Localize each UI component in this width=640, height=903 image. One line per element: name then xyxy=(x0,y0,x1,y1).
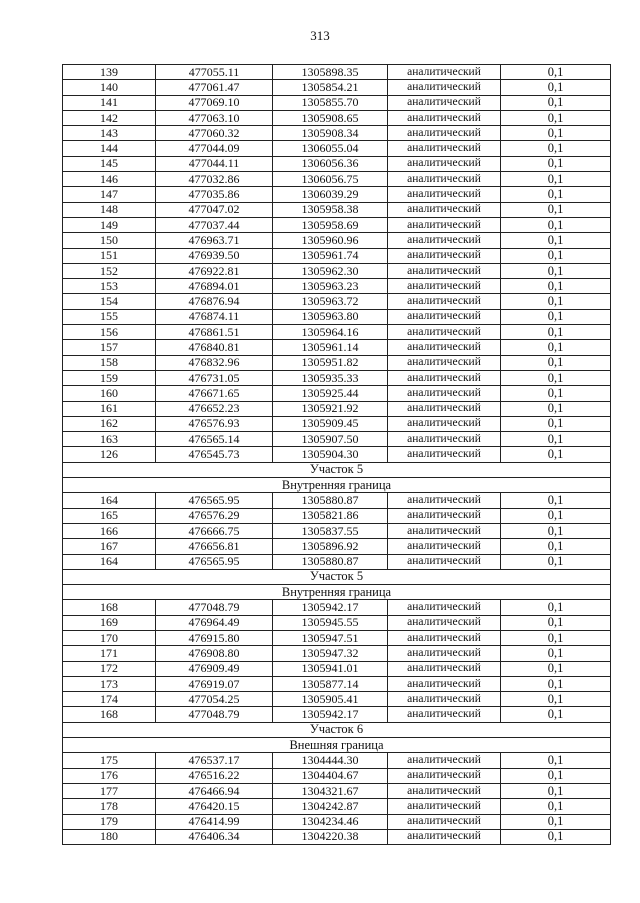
coordinate-y: 1305908.34 xyxy=(273,126,388,141)
point-number: 142 xyxy=(63,110,156,125)
method: аналитический xyxy=(388,814,501,829)
coordinate-y: 1305880.87 xyxy=(273,554,388,569)
boundary-title: Внешняя граница xyxy=(63,738,611,753)
precision: 0,1 xyxy=(501,110,611,125)
precision: 0,1 xyxy=(501,707,611,722)
coordinate-y: 1306056.36 xyxy=(273,156,388,171)
section-title-row xyxy=(63,569,611,584)
coordinate-x: 477047.02 xyxy=(156,202,273,217)
precision: 0,1 xyxy=(501,630,611,645)
boundary-title-row xyxy=(63,738,611,753)
coordinate-y: 1305896.92 xyxy=(273,539,388,554)
precision: 0,1 xyxy=(501,279,611,294)
coordinate-x: 476671.65 xyxy=(156,386,273,401)
point-number: 159 xyxy=(63,370,156,385)
precision: 0,1 xyxy=(501,401,611,416)
method: аналитический xyxy=(388,172,501,187)
method: аналитический xyxy=(388,80,501,95)
method: аналитический xyxy=(388,539,501,554)
table-row xyxy=(63,309,611,324)
point-number: 146 xyxy=(63,172,156,187)
table-row xyxy=(63,340,611,355)
table-row xyxy=(63,202,611,217)
table-row xyxy=(63,172,611,187)
precision: 0,1 xyxy=(501,156,611,171)
boundary-title: Внутренняя граница xyxy=(63,585,611,600)
method: аналитический xyxy=(388,600,501,615)
method: аналитический xyxy=(388,65,501,80)
coordinate-x: 477032.86 xyxy=(156,172,273,187)
method: аналитический xyxy=(388,432,501,447)
table-row xyxy=(63,355,611,370)
coordinate-y: 1305963.80 xyxy=(273,309,388,324)
coordinate-y: 1305909.45 xyxy=(273,416,388,431)
coordinates-table-body xyxy=(63,65,611,845)
table-row xyxy=(63,676,611,691)
coordinate-x: 476414.99 xyxy=(156,814,273,829)
method: аналитический xyxy=(388,325,501,340)
point-number: 161 xyxy=(63,401,156,416)
coordinate-y: 1304234.46 xyxy=(273,814,388,829)
precision: 0,1 xyxy=(501,309,611,324)
coordinate-x: 477044.09 xyxy=(156,141,273,156)
table-row xyxy=(63,65,611,80)
coordinate-x: 476565.95 xyxy=(156,493,273,508)
coordinate-y: 1305880.87 xyxy=(273,493,388,508)
method: аналитический xyxy=(388,493,501,508)
table-row xyxy=(63,233,611,248)
point-number: 139 xyxy=(63,65,156,80)
coordinate-y: 1305941.01 xyxy=(273,661,388,676)
method: аналитический xyxy=(388,661,501,676)
coordinate-x: 476894.01 xyxy=(156,279,273,294)
coordinates-table xyxy=(62,64,611,845)
coordinate-y: 1305951.82 xyxy=(273,355,388,370)
method: аналитический xyxy=(388,370,501,385)
table-row xyxy=(63,539,611,554)
coordinate-y: 1305837.55 xyxy=(273,523,388,538)
method: аналитический xyxy=(388,110,501,125)
precision: 0,1 xyxy=(501,814,611,829)
precision: 0,1 xyxy=(501,661,611,676)
coordinate-x: 476909.49 xyxy=(156,661,273,676)
precision: 0,1 xyxy=(501,386,611,401)
point-number: 151 xyxy=(63,248,156,263)
coordinate-y: 1305947.32 xyxy=(273,646,388,661)
table-row xyxy=(63,126,611,141)
table-row xyxy=(63,799,611,814)
method: аналитический xyxy=(388,340,501,355)
coordinate-y: 1304444.30 xyxy=(273,753,388,768)
point-number: 176 xyxy=(63,768,156,783)
table-row xyxy=(63,432,611,447)
coordinate-y: 1305961.14 xyxy=(273,340,388,355)
precision: 0,1 xyxy=(501,355,611,370)
coordinate-x: 476666.75 xyxy=(156,523,273,538)
point-number: 157 xyxy=(63,340,156,355)
precision: 0,1 xyxy=(501,202,611,217)
coordinate-y: 1305904.30 xyxy=(273,447,388,462)
coordinate-y: 1304404.67 xyxy=(273,768,388,783)
method: аналитический xyxy=(388,355,501,370)
table-row xyxy=(63,615,611,630)
coordinate-x: 477063.10 xyxy=(156,110,273,125)
coordinate-x: 476576.93 xyxy=(156,416,273,431)
precision: 0,1 xyxy=(501,447,611,462)
precision: 0,1 xyxy=(501,263,611,278)
precision: 0,1 xyxy=(501,493,611,508)
coordinate-x: 476832.96 xyxy=(156,355,273,370)
precision: 0,1 xyxy=(501,416,611,431)
method: аналитический xyxy=(388,279,501,294)
point-number: 169 xyxy=(63,615,156,630)
coordinate-y: 1305821.86 xyxy=(273,508,388,523)
point-number: 180 xyxy=(63,829,156,844)
table-row xyxy=(63,661,611,676)
table-row xyxy=(63,508,611,523)
precision: 0,1 xyxy=(501,615,611,630)
boundary-title: Внутренняя граница xyxy=(63,478,611,493)
precision: 0,1 xyxy=(501,554,611,569)
coordinate-y: 1305962.30 xyxy=(273,263,388,278)
precision: 0,1 xyxy=(501,187,611,202)
precision: 0,1 xyxy=(501,65,611,80)
precision: 0,1 xyxy=(501,799,611,814)
point-number: 153 xyxy=(63,279,156,294)
coordinate-x: 477035.86 xyxy=(156,187,273,202)
coordinate-y: 1305964.16 xyxy=(273,325,388,340)
method: аналитический xyxy=(388,753,501,768)
method: аналитический xyxy=(388,294,501,309)
point-number: 174 xyxy=(63,692,156,707)
table-row xyxy=(63,386,611,401)
coordinate-y: 1305963.23 xyxy=(273,279,388,294)
precision: 0,1 xyxy=(501,753,611,768)
method: аналитический xyxy=(388,646,501,661)
coordinate-x: 476731.05 xyxy=(156,370,273,385)
coordinate-x: 477048.79 xyxy=(156,707,273,722)
precision: 0,1 xyxy=(501,340,611,355)
point-number: 148 xyxy=(63,202,156,217)
coordinate-y: 1306056.75 xyxy=(273,172,388,187)
point-number: 140 xyxy=(63,80,156,95)
table-row xyxy=(63,600,611,615)
method: аналитический xyxy=(388,630,501,645)
precision: 0,1 xyxy=(501,768,611,783)
coordinate-x: 476915.80 xyxy=(156,630,273,645)
method: аналитический xyxy=(388,263,501,278)
coordinate-x: 476908.80 xyxy=(156,646,273,661)
method: аналитический xyxy=(388,768,501,783)
table-row xyxy=(63,783,611,798)
point-number: 126 xyxy=(63,447,156,462)
point-number: 170 xyxy=(63,630,156,645)
point-number: 145 xyxy=(63,156,156,171)
method: аналитический xyxy=(388,676,501,691)
table-row xyxy=(63,248,611,263)
coordinate-y: 1306039.29 xyxy=(273,187,388,202)
method: аналитический xyxy=(388,554,501,569)
precision: 0,1 xyxy=(501,325,611,340)
point-number: 152 xyxy=(63,263,156,278)
coordinate-y: 1305961.74 xyxy=(273,248,388,263)
table-row xyxy=(63,630,611,645)
section-title: Участок 5 xyxy=(63,569,611,584)
coordinate-x: 476964.49 xyxy=(156,615,273,630)
point-number: 178 xyxy=(63,799,156,814)
point-number: 144 xyxy=(63,141,156,156)
table-row xyxy=(63,768,611,783)
precision: 0,1 xyxy=(501,600,611,615)
coordinate-x: 476537.17 xyxy=(156,753,273,768)
coordinate-y: 1305958.69 xyxy=(273,217,388,232)
method: аналитический xyxy=(388,416,501,431)
precision: 0,1 xyxy=(501,217,611,232)
coordinate-x: 476565.95 xyxy=(156,554,273,569)
coordinate-x: 476919.07 xyxy=(156,676,273,691)
point-number: 166 xyxy=(63,523,156,538)
point-number: 179 xyxy=(63,814,156,829)
table-row xyxy=(63,187,611,202)
precision: 0,1 xyxy=(501,432,611,447)
coordinate-x: 476963.71 xyxy=(156,233,273,248)
coordinate-x: 476406.34 xyxy=(156,829,273,844)
table-row xyxy=(63,447,611,462)
table-row xyxy=(63,156,611,171)
point-number: 177 xyxy=(63,783,156,798)
coordinate-x: 477048.79 xyxy=(156,600,273,615)
table-row xyxy=(63,294,611,309)
method: аналитический xyxy=(388,508,501,523)
point-number: 163 xyxy=(63,432,156,447)
section-title-row xyxy=(63,462,611,477)
point-number: 160 xyxy=(63,386,156,401)
point-number: 158 xyxy=(63,355,156,370)
coordinate-x: 477044.11 xyxy=(156,156,273,171)
coordinate-x: 476516.22 xyxy=(156,768,273,783)
point-number: 168 xyxy=(63,707,156,722)
method: аналитический xyxy=(388,615,501,630)
table-row xyxy=(63,217,611,232)
coordinate-y: 1305947.51 xyxy=(273,630,388,645)
method: аналитический xyxy=(388,783,501,798)
boundary-title-row xyxy=(63,585,611,600)
coordinate-x: 477069.10 xyxy=(156,95,273,110)
table-row xyxy=(63,493,611,508)
point-number: 149 xyxy=(63,217,156,232)
coordinate-y: 1305907.50 xyxy=(273,432,388,447)
method: аналитический xyxy=(388,829,501,844)
point-number: 173 xyxy=(63,676,156,691)
method: аналитический xyxy=(388,799,501,814)
coordinate-x: 476576.29 xyxy=(156,508,273,523)
method: аналитический xyxy=(388,248,501,263)
coordinate-x: 476840.81 xyxy=(156,340,273,355)
method: аналитический xyxy=(388,141,501,156)
coordinate-y: 1305960.96 xyxy=(273,233,388,248)
coordinate-x: 477055.11 xyxy=(156,65,273,80)
table-row xyxy=(63,416,611,431)
coordinate-y: 1304242.87 xyxy=(273,799,388,814)
precision: 0,1 xyxy=(501,248,611,263)
precision: 0,1 xyxy=(501,783,611,798)
table-row xyxy=(63,829,611,844)
table-row xyxy=(63,279,611,294)
precision: 0,1 xyxy=(501,370,611,385)
precision: 0,1 xyxy=(501,508,611,523)
coordinate-y: 1304321.67 xyxy=(273,783,388,798)
point-number: 154 xyxy=(63,294,156,309)
page-number: 313 xyxy=(310,28,330,43)
point-number: 143 xyxy=(63,126,156,141)
precision: 0,1 xyxy=(501,676,611,691)
boundary-title-row xyxy=(63,478,611,493)
method: аналитический xyxy=(388,187,501,202)
point-number: 164 xyxy=(63,554,156,569)
method: аналитический xyxy=(388,692,501,707)
method: аналитический xyxy=(388,309,501,324)
section-title-row xyxy=(63,722,611,737)
coordinate-x: 477054.25 xyxy=(156,692,273,707)
coordinate-y: 1305945.55 xyxy=(273,615,388,630)
method: аналитический xyxy=(388,233,501,248)
precision: 0,1 xyxy=(501,829,611,844)
point-number: 171 xyxy=(63,646,156,661)
point-number: 155 xyxy=(63,309,156,324)
coordinate-y: 1305908.65 xyxy=(273,110,388,125)
table-row xyxy=(63,523,611,538)
coordinate-x: 476876.94 xyxy=(156,294,273,309)
coordinate-x: 476656.81 xyxy=(156,539,273,554)
coordinate-y: 1305942.17 xyxy=(273,600,388,615)
method: аналитический xyxy=(388,217,501,232)
section-title: Участок 5 xyxy=(63,462,611,477)
table-row xyxy=(63,814,611,829)
precision: 0,1 xyxy=(501,523,611,538)
point-number: 156 xyxy=(63,325,156,340)
coordinate-y: 1305925.44 xyxy=(273,386,388,401)
point-number: 162 xyxy=(63,416,156,431)
coordinate-y: 1305877.14 xyxy=(273,676,388,691)
coordinate-x: 476545.73 xyxy=(156,447,273,462)
coordinate-y: 1304220.38 xyxy=(273,829,388,844)
table-row xyxy=(63,95,611,110)
coordinate-x: 476874.11 xyxy=(156,309,273,324)
coordinate-y: 1306055.04 xyxy=(273,141,388,156)
method: аналитический xyxy=(388,447,501,462)
coordinate-y: 1305905.41 xyxy=(273,692,388,707)
table-row xyxy=(63,110,611,125)
coordinate-y: 1305854.21 xyxy=(273,80,388,95)
point-number: 168 xyxy=(63,600,156,615)
coordinate-x: 477060.32 xyxy=(156,126,273,141)
section-title: Участок 6 xyxy=(63,722,611,737)
coordinate-y: 1305921.92 xyxy=(273,401,388,416)
coordinate-x: 476861.51 xyxy=(156,325,273,340)
coordinate-x: 476652.23 xyxy=(156,401,273,416)
method: аналитический xyxy=(388,401,501,416)
precision: 0,1 xyxy=(501,646,611,661)
precision: 0,1 xyxy=(501,172,611,187)
method: аналитический xyxy=(388,386,501,401)
method: аналитический xyxy=(388,523,501,538)
precision: 0,1 xyxy=(501,95,611,110)
table-row xyxy=(63,80,611,95)
point-number: 141 xyxy=(63,95,156,110)
table-row xyxy=(63,141,611,156)
coordinate-x: 476922.81 xyxy=(156,263,273,278)
coordinate-y: 1305963.72 xyxy=(273,294,388,309)
method: аналитический xyxy=(388,156,501,171)
coordinate-y: 1305935.33 xyxy=(273,370,388,385)
point-number: 147 xyxy=(63,187,156,202)
table-row xyxy=(63,646,611,661)
coordinate-y: 1305898.35 xyxy=(273,65,388,80)
table-row xyxy=(63,753,611,768)
coordinate-x: 477061.47 xyxy=(156,80,273,95)
method: аналитический xyxy=(388,95,501,110)
point-number: 165 xyxy=(63,508,156,523)
table-row xyxy=(63,263,611,278)
point-number: 167 xyxy=(63,539,156,554)
coordinate-x: 476939.50 xyxy=(156,248,273,263)
point-number: 175 xyxy=(63,753,156,768)
precision: 0,1 xyxy=(501,80,611,95)
precision: 0,1 xyxy=(501,539,611,554)
precision: 0,1 xyxy=(501,126,611,141)
coordinate-y: 1305855.70 xyxy=(273,95,388,110)
table-row xyxy=(63,401,611,416)
coordinate-y: 1305942.17 xyxy=(273,707,388,722)
table-row xyxy=(63,692,611,707)
point-number: 150 xyxy=(63,233,156,248)
precision: 0,1 xyxy=(501,294,611,309)
coordinate-x: 476466.94 xyxy=(156,783,273,798)
table-row xyxy=(63,554,611,569)
table-row xyxy=(63,707,611,722)
point-number: 172 xyxy=(63,661,156,676)
precision: 0,1 xyxy=(501,141,611,156)
coordinate-x: 476420.15 xyxy=(156,799,273,814)
coordinate-y: 1305958.38 xyxy=(273,202,388,217)
method: аналитический xyxy=(388,202,501,217)
coordinate-x: 476565.14 xyxy=(156,432,273,447)
coordinate-x: 477037.44 xyxy=(156,217,273,232)
precision: 0,1 xyxy=(501,692,611,707)
point-number: 164 xyxy=(63,493,156,508)
table-row xyxy=(63,370,611,385)
table-row xyxy=(63,325,611,340)
precision: 0,1 xyxy=(501,233,611,248)
method: аналитический xyxy=(388,126,501,141)
method: аналитический xyxy=(388,707,501,722)
